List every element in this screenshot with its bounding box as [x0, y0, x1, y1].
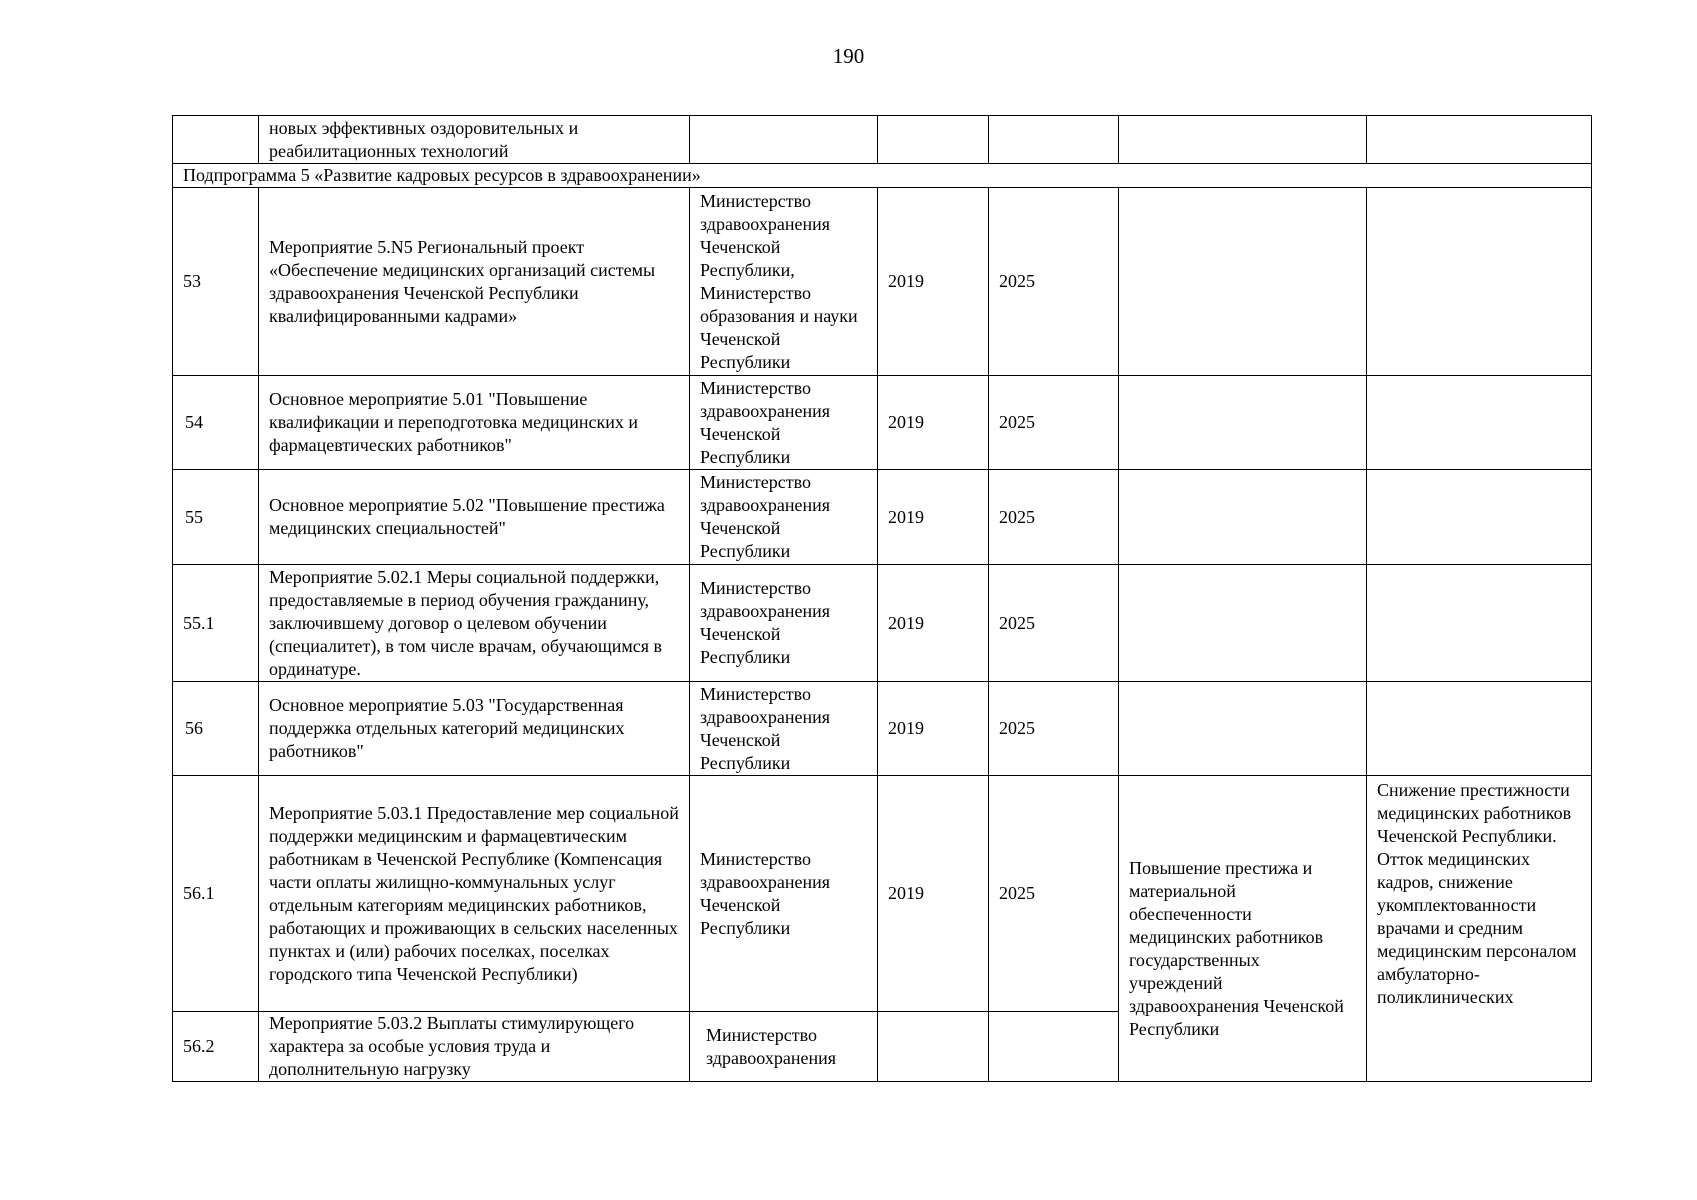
num-cell: 56.2 — [173, 1012, 259, 1082]
consequences-text: Снижение престижности медицинских работников Чеченской Республики. Отток медицинских кадров, снижение укомплектованности врачами и средним медицинским персоналом амбулаторно-поликлинических — [1377, 779, 1577, 1007]
start-year-cell: 2019 — [878, 376, 989, 470]
start-year-cell: 2019 — [878, 776, 989, 1012]
num-cell — [173, 116, 259, 164]
start-year-cell — [878, 1012, 989, 1082]
measure-cell: Мероприятие 5.02.1 Меры социальной поддержки, предоставляемые в период обучения гражданину, заключившему договор о целевом обучении (специалитет), в том числе врачам, обучающимся в ординатуре. — [259, 565, 690, 682]
consequences-cell — [1367, 188, 1592, 376]
result-cell — [1119, 565, 1367, 682]
start-year-cell — [878, 116, 989, 164]
executor-cell: Министерство здравоохранения — [690, 1012, 878, 1082]
measure-cell: Основное мероприятие 5.02 "Повышение престижа медицинских специальностей" — [259, 470, 690, 565]
consequences-cell — [1367, 682, 1592, 776]
executor-cell: Министерство здравоохранения Чеченской Республики — [690, 470, 878, 565]
table-row — [173, 682, 1592, 776]
table-row — [173, 116, 1592, 164]
consequences-cell — [1367, 116, 1592, 164]
executor-cell: Министерство здравоохранения Чеченской Республики, Министерство образования и науки Чеченской Республики — [690, 188, 878, 376]
subprogram-title: Подпрограмма 5 «Развитие кадровых ресурсов в здравоохранении» — [173, 164, 1592, 188]
table-row — [173, 565, 1592, 682]
table-row — [173, 376, 1592, 470]
result-cell — [1119, 682, 1367, 776]
measure-cell: Мероприятие 5.03.1 Предоставление мер социальной поддержки медицинским и фармацевтическим работникам в Чеченской Республике (Компенсация части оплаты жилищно-коммунальных услуг отдельным категориям медицинских работников, работающих и проживающих в сельских населенных пунктах и (или) рабочих поселках, поселках городского типа Чеченской Республики) — [259, 776, 690, 1012]
measure-cell: Основное мероприятие 5.01 "Повышение квалификации и переподготовка медицинских и фармацевтических работников" — [259, 376, 690, 470]
table-row — [173, 776, 1592, 1012]
num-cell: 56 — [173, 682, 259, 776]
num-cell: 55.1 — [173, 565, 259, 682]
executor-cell: Министерство здравоохранения Чеченской Республики — [690, 682, 878, 776]
consequences-cell — [1367, 376, 1592, 470]
table-row — [173, 470, 1592, 565]
result-cell — [1119, 188, 1367, 376]
executor-cell — [690, 116, 878, 164]
measures-table — [172, 115, 1592, 1082]
subprogram-row — [173, 164, 1592, 188]
end-year-cell: 2025 — [989, 188, 1119, 376]
end-year-cell: 2025 — [989, 682, 1119, 776]
measure-cell: Основное мероприятие 5.03 "Государственная поддержка отдельных категорий медицинских работников" — [259, 682, 690, 776]
measure-cell: Мероприятие 5.03.2 Выплаты стимулирующего характера за особые условия труда и дополнительную нагрузку — [259, 1012, 690, 1082]
executor-cell: Министерство здравоохранения Чеченской Республики — [690, 565, 878, 682]
start-year-cell: 2019 — [878, 188, 989, 376]
page-number: 190 — [832, 44, 865, 68]
end-year-cell: 2025 — [989, 565, 1119, 682]
num-cell: 54 — [173, 376, 259, 470]
consequences-cell — [1367, 776, 1592, 1082]
end-year-cell — [989, 116, 1119, 164]
measure-cell: Мероприятие 5.N5 Региональный проект «Обеспечение медицинских организаций системы здравоохранения Чеченской Республики квалифицированными кадрами» — [259, 188, 690, 376]
end-year-cell — [989, 1012, 1119, 1082]
result-cell — [1119, 376, 1367, 470]
start-year-cell: 2019 — [878, 470, 989, 565]
num-cell: 53 — [173, 188, 259, 376]
end-year-cell: 2025 — [989, 776, 1119, 1012]
result-cell — [1119, 470, 1367, 565]
executor-cell: Министерство здравоохранения Чеченской Республики — [690, 776, 878, 1012]
start-year-cell: 2019 — [878, 565, 989, 682]
start-year-cell: 2019 — [878, 682, 989, 776]
measure-cell: новых эффективных оздоровительных и реабилитационных технологий — [259, 116, 690, 164]
executor-cell: Министерство здравоохранения Чеченской Республики — [690, 376, 878, 470]
num-cell: 56.1 — [173, 776, 259, 1012]
result-cell — [1119, 116, 1367, 164]
result-cell: Повышение престижа и материальной обеспеченности медицинских работников государственных учреждений здравоохранения Чеченской Республики — [1119, 776, 1367, 1082]
num-cell: 55 — [173, 470, 259, 565]
end-year-cell: 2025 — [989, 470, 1119, 565]
consequences-cell — [1367, 470, 1592, 565]
table-row — [173, 188, 1592, 376]
consequences-cell — [1367, 565, 1592, 682]
end-year-cell: 2025 — [989, 376, 1119, 470]
